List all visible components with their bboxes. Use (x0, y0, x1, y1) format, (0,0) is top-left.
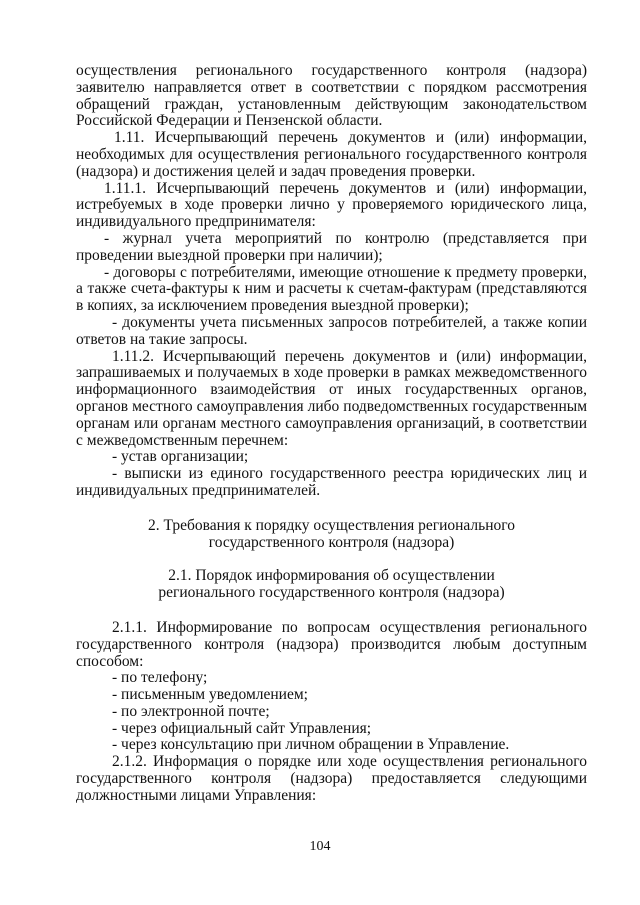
list-item-website: - через официальный сайт Управления; (112, 719, 372, 737)
subsection-heading-line-1: 2.1. Порядок информирования об осуществлении (168, 567, 495, 585)
list-item-charter: - устав организации; (112, 448, 249, 466)
list-item-journal: - журнал учета мероприятий по контролю (представляется при проведении выездной проверки при наличии); (76, 229, 587, 264)
list-item-registry: - выписки из единого государственного реестра юридических лиц и индивидуальных предпринимателей. (76, 465, 587, 499)
list-item-consultation: - через консультацию при личном обращении в Управление. (112, 736, 510, 754)
paragraph-continuation: осуществления регионального государственного контроля (надзора) заявителю направляется ответ в соответствии с порядком рассмотрения обращений граждан, установленным действующим законодательством Российской Федерации и Пензенской области. (76, 62, 587, 130)
paragraph-1-11-1: 1.11.1. Исчерпывающий перечень документов и (или) информации, истребуемых в ходе проверки лично у проверяемого юридического лица, индивидуального предпринимателя: (76, 179, 587, 231)
list-item-records: - документы учета письменных запросов потребителей, а также копии ответов на такие запросы. (76, 313, 587, 348)
document-body (76, 63, 587, 805)
list-item-phone: - по телефону; (112, 669, 208, 687)
subsection-heading (76, 568, 587, 602)
subsection-heading-line-2: регионального государственного контроля (надзора) (158, 584, 505, 602)
list-item-contracts: - договоры с потребителями, имеющие отношение к предмету проверки, а также счета-фактуры к ним и расчеты к счетам-фактурам (представляются в копиях, за исключением проведения выездной проверки); (76, 263, 587, 315)
page-number: 104 (309, 839, 331, 854)
paragraph-2-1-2: 2.1.2. Информация о порядке или ходе осуществления регионального государственного контроля (надзора) предоставляется следующими должностными лицами Управления: (76, 753, 587, 804)
paragraph-1-11-2: 1.11.2. Исчерпывающий перечень документов и (или) информации, запрашиваемых и получаемых в ходе проверки в рамках межведомственного информационного взаимодействия от иных государственных органов, органов местного самоуправления либо подведомственных государственным органам или органам местного самоуправления организаций, в соответствии с межведомственным перечнем: (76, 347, 587, 449)
section-heading-line-1: 2. Требования к порядку осуществления регионального (147, 516, 516, 534)
paragraph-2-1-1: 2.1.1. Информирование по вопросам осуществления регионального государственного контроля (надзора) производится любым доступным способом: (76, 618, 587, 670)
list-item-email: - по электронной почте; (112, 702, 270, 720)
paragraph-1-11: 1.11. Исчерпывающий перечень документов и (или) информации, необходимых для осуществления регионального государственного контроля (надзора) и достижения целей и задач проведения проверки. (76, 129, 587, 180)
list-item-written: - письменным уведомлением; (112, 686, 308, 704)
section-heading-line-2: государственного контроля (надзора) (208, 533, 455, 551)
section-heading (76, 518, 587, 552)
